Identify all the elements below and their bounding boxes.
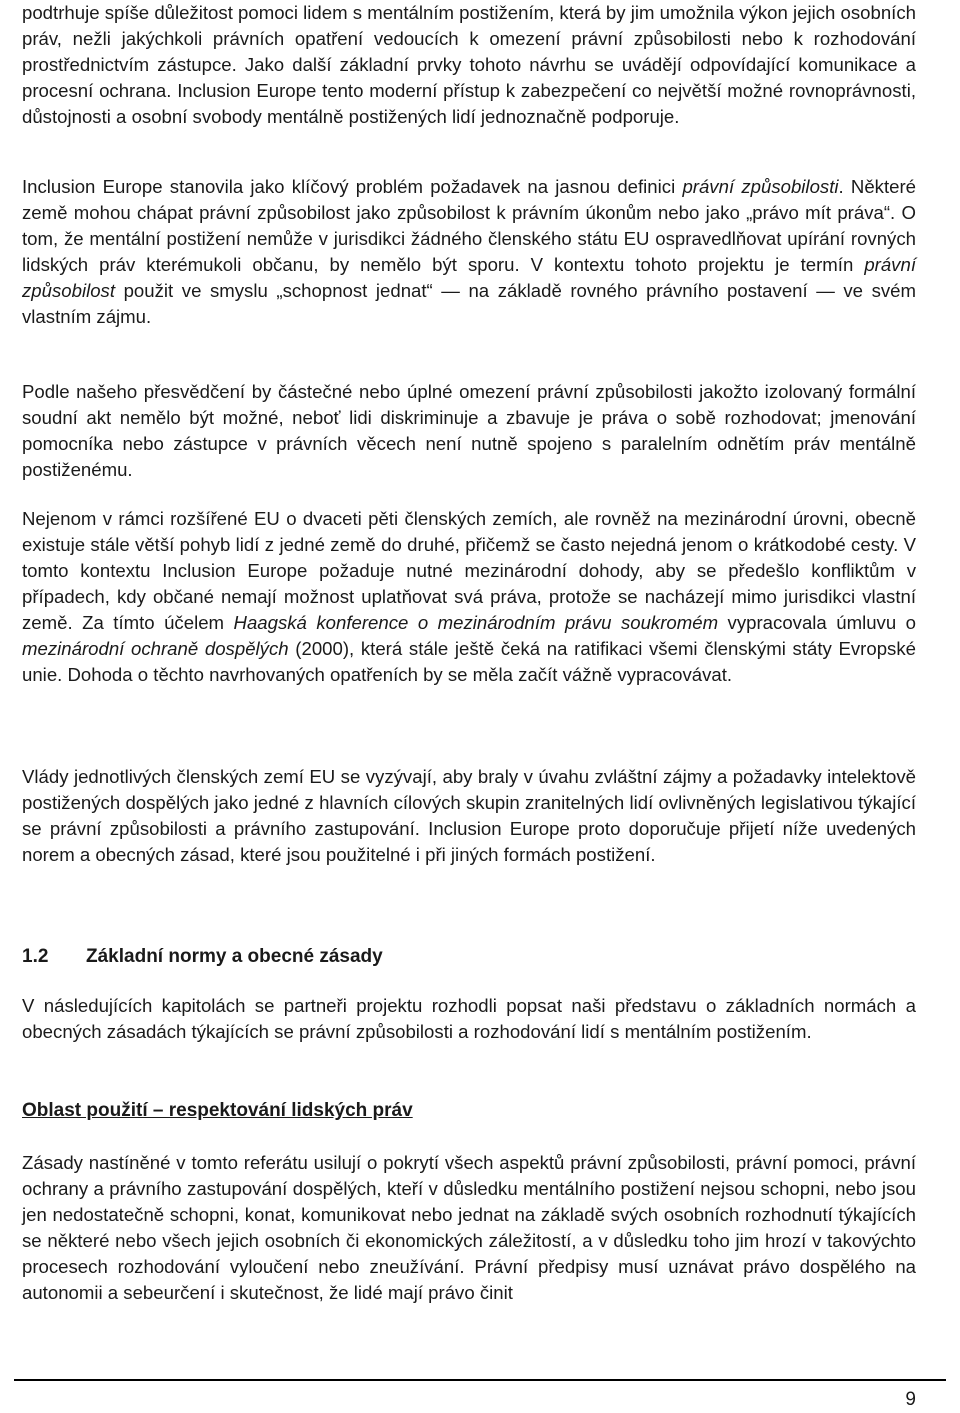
section-title: Základní normy a obecné zásady (86, 946, 383, 967)
paragraph-definition-legal-capacity (22, 174, 916, 330)
italic-term: právní způsobilost (22, 254, 916, 301)
subheading-scope: Oblast použití – respektování lidských práv (22, 1100, 413, 1121)
text-run: Inclusion Europe stanovila jako klíčový problém požadavek na jasnou definici (22, 176, 683, 197)
italic-term: mezinárodní ochraně dospělých (22, 638, 289, 659)
section-heading (22, 943, 383, 971)
paragraph-section-intro: V následujících kapitolách se partneři projektu rozhodli popsat naši představu o základních normách a obecných zásadách týkajících se právní způsobilosti a rozhodování lidí s mentálním postižením. (22, 995, 916, 1042)
italic-term: právní způsobilosti (682, 176, 839, 197)
paragraph-international-agreements (22, 506, 916, 688)
text-run: . Některé země mohou chápat právní způsobilost jako způsobilost k právním úkonům nebo jako „právo mít práva“. O tom, že mentální postižení nemůže v jurisdikci žádného členského státu EU ospravedlňovat upírání rovných lidských práv kterémukoli občanu, by nemělo být sporu. V kontextu tohoto projektu je termín (22, 176, 917, 275)
italic-term: Haagská konference o mezinárodním právu soukromém (233, 612, 719, 633)
paragraph-legal-capacity-intro: podtrhuje spíše důležitost pomoci lidem s mentálním postižením, která by jim umožnila výkon jejich osobních práv, nežli jakýchkoli právních opatření vedoucích k omezení právní způsobilosti nebo k rozhodování prostřednictvím zástupce. Jako další základní prvky tohoto návrhu se uvádějí odpovídající komunikace a procesní ochrana. Inclusion Europe tento moderní přístup k zabezpečení co největší možné rovnoprávnosti, důstojnosti a osobní svobody mentálně postižených lidí jednoznačně podporuje. (22, 2, 916, 127)
text-run: Nejenom v rámci rozšířené EU o dvaceti pěti členských zemích, ale rovněž na mezinárodní úrovni, obecně existuje stále větší pohyb lidí z jedné země do druhé, přičemž se často nejedná jenom o krátkodobé cesty. V tomto kontextu Inclusion Europe požaduje nutné mezinárodní dohody, aby se předešlo konfliktům v případech, kdy občané nemají možnost uplatňovat svá práva, protože se nacházejí mimo jurisdikci vlastní země. Za tímto účelem (22, 508, 916, 633)
page-number: 9 (905, 1389, 916, 1410)
footer-divider (14, 1379, 946, 1381)
paragraph-scope-principles: Zásady nastíněné v tomto referátu usilují o pokrytí všech aspektů právní způsobilosti, právní pomoci, právní ochrany a právního zastupování dospělých, kteří v důsledku mentálního postižení nejsou schopni, nebo jsou jen nedostatečně schopni, konat, komunikovat nebo jednat na základě svých osobních rozhodnutí týkajících se některé nebo všech jejich osobních či ekonomických záležitostí, a v důsledku toho jim hrozí v takovýchto procesech rozhodování vyloučení nebo zneužívání. Právní předpisy musí uznávat právo dospělého na autonomii a sebeurčení i skutečnost, že lidé mají právo činit (22, 1152, 916, 1303)
text-run: (2000), která stále ještě čeká na ratifikaci všemi členskými státy Evropské unie. Dohoda o těchto navrhovaných opatřeních by se měla začít vážně vypracovávat. (22, 638, 916, 685)
text-run: vypracovala úmluvu o (718, 612, 917, 633)
paragraph-restriction-opinion: Podle našeho přesvědčení by částečné nebo úplné omezení právní způsobilosti jakožto izolovaný formální soudní akt nemělo být možné, neboť lidi diskriminuje a zbavuje je práva o sobě rozhodovat; jmenování pomocníka nebo zástupce v právních věcech není nutně spojeno s paralelním odnětím práv mentálně postiženému. (22, 381, 916, 480)
section-number: 1.2 (22, 946, 49, 967)
paragraph-governments-appeal: Vlády jednotlivých členských zemí EU se vyzývají, aby braly v úvahu zvláštní zájmy a požadavky intelektově postižených dospělých jako jedné z hlavních cílových skupin zranitelných lidí ovlivněných legislativou týkající se právní způsobilosti a právního zastupování. Inclusion Europe proto doporučuje přijetí níže uvedených norem a obecných zásad, které jsou použitelné i při jiných formách postižení. (22, 766, 916, 865)
text-run: použit ve smyslu „schopnost jednat“ — na základě rovného právního postavení — ve svém vlastním zájmu. (22, 280, 916, 327)
